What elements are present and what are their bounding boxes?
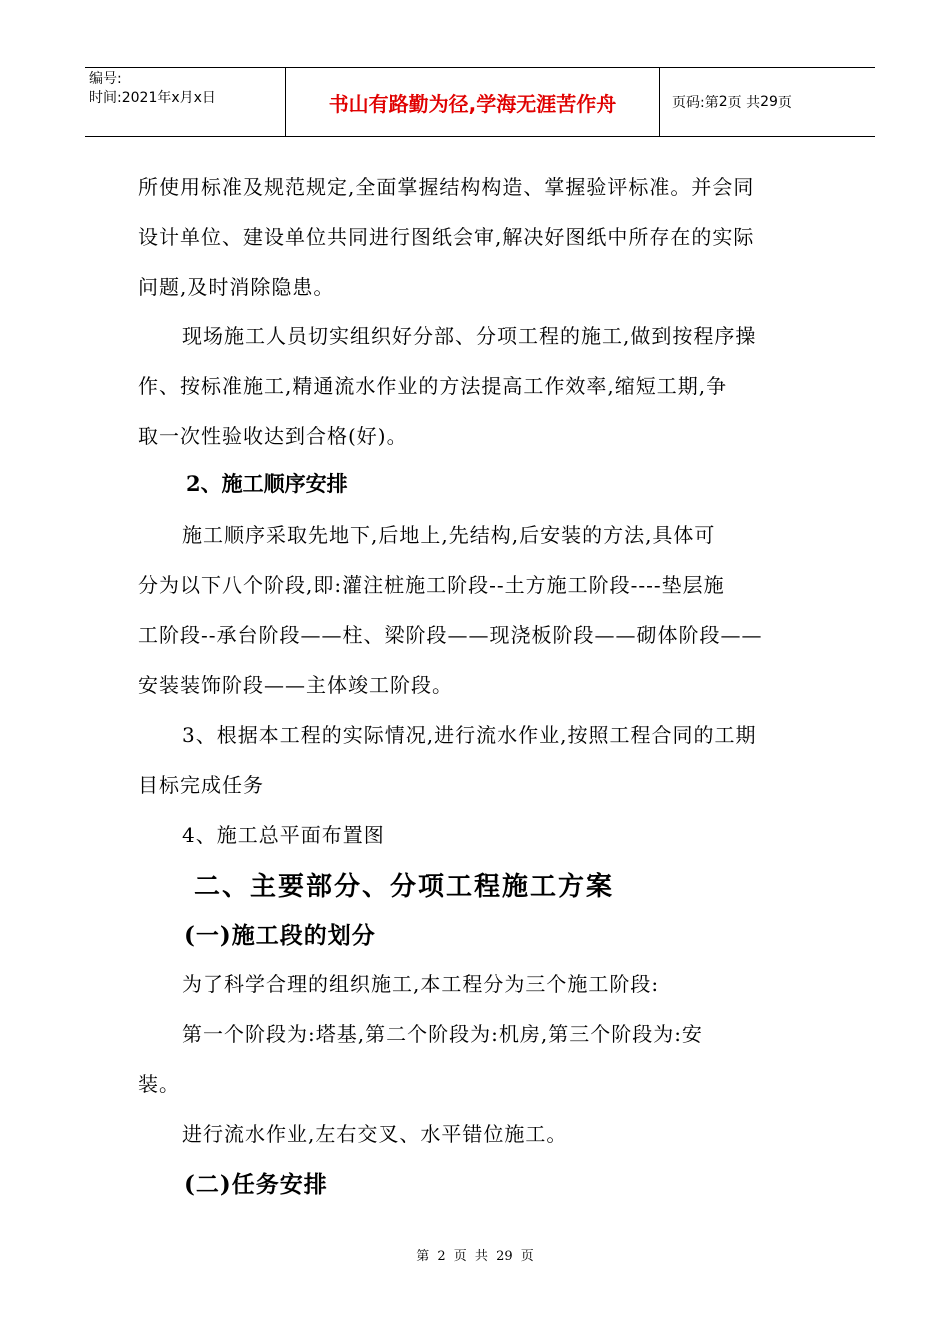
text-line: 设计单位、建设单位共同进行图纸会审,解决好图纸中所存在的实际 (138, 225, 755, 249)
subsection-heading-tasks: (二)任务安排 (184, 1171, 328, 1198)
text-line: 作、按标准施工,精通流水作业的方法提高工作效率,缩短工期,争 (138, 374, 728, 398)
page-info-page: 2 (718, 94, 728, 110)
text-line: 安装装饰阶段——主体竣工阶段。 (138, 673, 453, 697)
page-info-total: 29 (760, 94, 778, 110)
page-header (85, 67, 875, 137)
subsection-heading-segments: (一)施工段的划分 (184, 922, 376, 949)
section-heading-construction-sequence: 2、施工顺序安排 (186, 471, 348, 496)
time-label: 时间:2021年x月x日 (89, 90, 216, 106)
text-line: 施工顺序采取先地下,后地上,先结构,后安装的方法,具体可 (182, 523, 716, 547)
header-page-info (660, 68, 875, 136)
doc-number-label: 编号: (89, 71, 122, 87)
text-line: 目标完成任务 (138, 773, 264, 797)
text-line: 4、施工总平面布置图 (182, 823, 385, 847)
chapter-heading: 二、主要部分、分项工程施工方案 (194, 872, 615, 902)
text-line: 工阶段--承台阶段——柱、梁阶段——现浇板阶段——砌体阶段—— (138, 623, 763, 647)
text-line: 问题,及时消除隐患。 (138, 275, 335, 299)
text-line: 所使用标准及规范规定,全面掌握结构构造、掌握验评标准。并会同 (138, 175, 755, 199)
header-meta (85, 68, 286, 136)
header-motto: 书山有路勤为径,学海无涯苦作舟 (286, 68, 660, 136)
page-info-prefix: 页码:第 (672, 95, 719, 111)
text-line: 进行流水作业,左右交叉、水平错位施工。 (182, 1122, 568, 1146)
footer-suffix: 页 (520, 1249, 534, 1264)
text-line: 装。 (138, 1072, 180, 1096)
footer-mid: 页 共 (453, 1249, 488, 1264)
text-line: 第一个阶段为:塔基,第二个阶段为:机房,第三个阶段为:安 (182, 1022, 703, 1046)
text-line: 为了科学合理的组织施工,本工程分为三个施工阶段: (182, 972, 660, 996)
footer-prefix: 第 (416, 1249, 430, 1264)
page-info-suffix: 页 (777, 95, 792, 111)
text-line: 分为以下八个阶段,即:灌注桩施工阶段--土方施工阶段----垫层施 (138, 573, 725, 597)
text-line: 取一次性验收达到合格(好)。 (138, 424, 408, 448)
text-line: 现场施工人员切实组织好分部、分项工程的施工,做到按程序操 (182, 324, 757, 348)
footer-total: 29 (496, 1249, 513, 1264)
footer-page: 2 (437, 1249, 446, 1264)
page-footer (0, 1245, 950, 1264)
text-line: 3、根据本工程的实际情况,进行流水作业,按照工程合同的工期 (182, 723, 757, 747)
page-info-mid: 页 共 (727, 95, 761, 111)
